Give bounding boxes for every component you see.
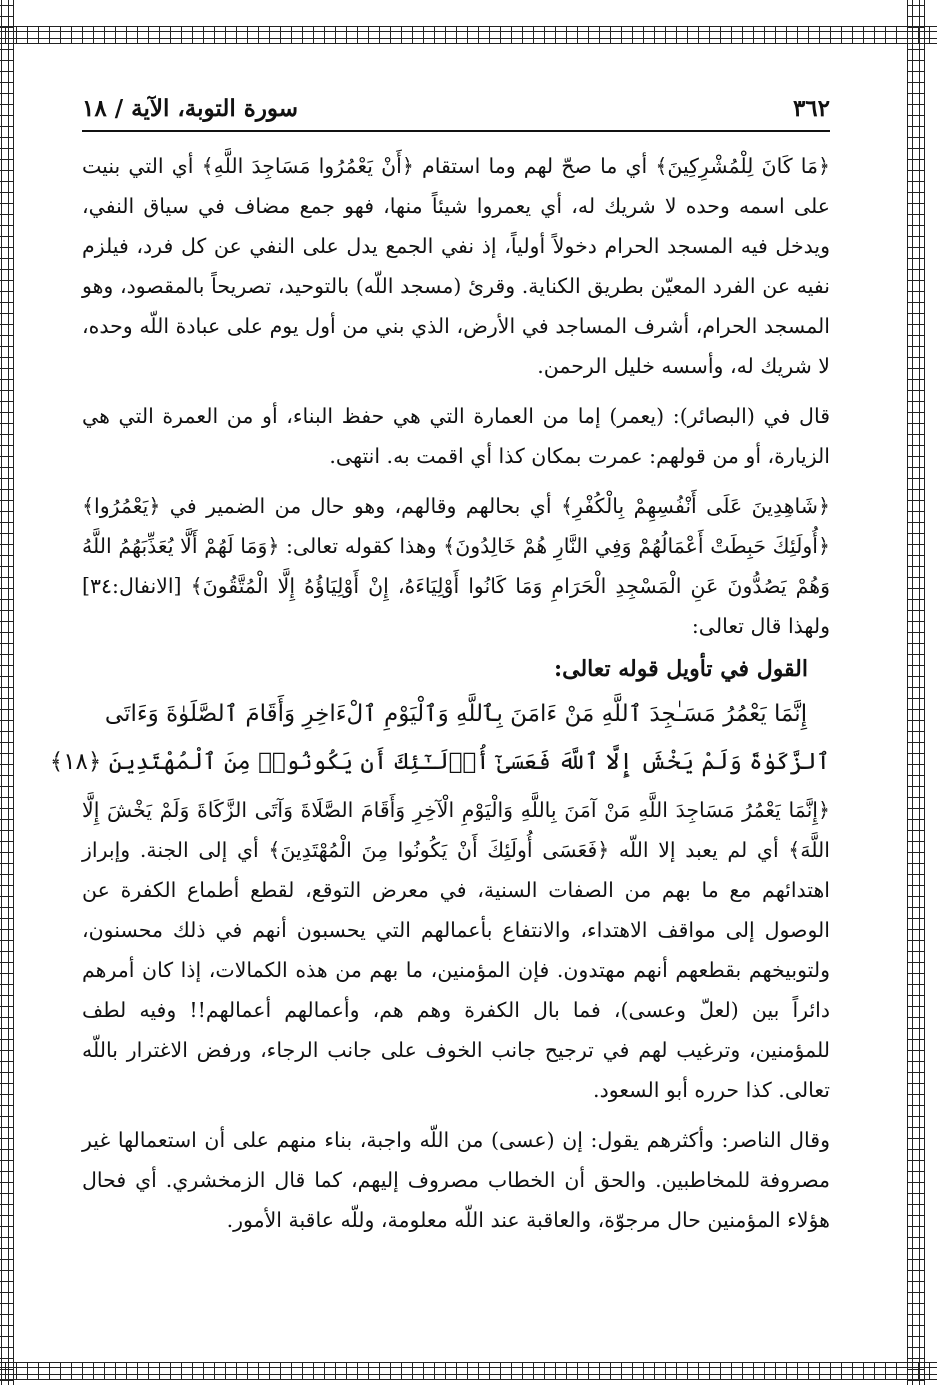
page-header: [82, 86, 830, 122]
verse-line-2: ٱلزَّكَوٰةَ وَلَمْ يَخْشَ إِلَّا ٱللَّهَ فَعَسَىٰٓ أُو۟لَـٰٓئِكَ أَن يَكُونُوا۟ مِنَ ٱلْمُهْتَدِينَ ﴿١٨﴾: [49, 749, 830, 775]
verse-line-1: إِنَّمَا يَعْمُرُ مَسَـٰجِدَ ٱللَّهِ مَنْ ءَامَنَ بِٱللَّهِ وَٱلْيَوْمِ ٱلْءَاخِرِ وَأَقَامَ ٱلصَّلَوٰةَ وَءَاتَى: [104, 701, 808, 727]
page-border-left: [0, 0, 14, 1385]
header-divider: [82, 130, 830, 132]
section-heading: القول في تأويل قوله تعالى:: [554, 656, 808, 682]
paragraph-1: ﴿مَا كَانَ لِلْمُشْرِكِينَ﴾ أي ما صحّ لهم وما استقام ﴿أَنْ يَعْمُرُوا مَسَاجِدَ اللَّهِ﴾ أي التي بنيت على اسمه وحده لا شريك له، أي يعمروا شيئاً منها، فهو جمع مضاف في سياق النفي، ويدخل فيه المسجد الحرام دخولاً أولياً، إذ نفي الجمع يدل على النفي عن كل فرد، فيلزم نفيه عن الفرد المعيّن بطريق الكناية. وقرئ (مسجد اللّه) بالتوحيد، تصريحاً بالمقصود، وهو المسجد الحرام، أشرف المساجد في الأرض، الذي بني من أول يوم على عبادة اللّه وحده، لا شريك له، وأسسه خليل الرحمن.: [82, 154, 830, 378]
paragraph-4: ﴿إِنَّمَا يَعْمُرُ مَسَاجِدَ اللَّهِ مَنْ آمَنَ بِاللَّهِ وَالْيَوْمِ الْآخِرِ وَأَقَامَ الصَّلَاةَ وَآتَى الزَّكَاةَ وَلَمْ يَخْشَ إِلَّا اللَّهَ﴾ أي لم يعبد إلا اللّه ﴿فَعَسَى أُولَئِكَ أَنْ يَكُونُوا مِنَ الْمُهْتَدِينَ﴾ أي إلى الجنة. وإبراز اهتدائهم مع ما بهم من الصفات السنية، في معرض التوقع، لقطع أطماع الكفرة عن الوصول إلى مواقف الاهتداء، والانتفاع بأعمالهم التي يحسبون أنهم في ذلك محسنون، ولتوبيخهم بقطعهم أنهم مهتدون. فإن المؤمنين، ما بهم من هذه الكمالات، إذا كان أمرهم دائراً بين (لعلّ وعسى)، فما بال الكفرة وهم هم، وأعمالهم أعمالهم!! وفيه لطف للمؤمنين، وترغيب لهم في ترجيح جانب الخوف على جانب الرجاء، ورفض الاغترار باللّه تعالى. كذا حرره أبو السعود.: [82, 798, 830, 1102]
page-body: [49, 146, 830, 1240]
quran-verse: [49, 690, 830, 786]
page-number: ٣٦٢: [792, 95, 830, 122]
paragraph-3: ﴿شَاهِدِينَ عَلَى أَنْفُسِهِمْ بِالْكُفْرِ﴾ أي بحالهم وقالهم، وهو حال من الضمير في ﴿يَعْمُرُوا﴾ ﴿أُولَئِكَ حَبِطَتْ أَعْمَالُهُمْ وَفِي النَّارِ هُمْ خَالِدُونَ﴾ وهذا كقوله تعالى: ﴿وَمَا لَهُمْ أَلَّا يُعَذِّبَهُمُ اللَّهُ وَهُمْ يَصُدُّونَ عَنِ الْمَسْجِدِ الْحَرَامِ وَمَا كَانُوا أَوْلِيَاءَهُ، إِنْ أَوْلِيَاؤُهُ إِلَّا الْمُتَّقُونَ﴾ [الانفال:٣٤] ولهذا قال تعالى:: [82, 494, 830, 638]
page-border-bottom: [0, 1362, 937, 1380]
paragraph-5: وقال الناصر: وأكثرهم يقول: إن (عسى) من اللّه واجبة، بناء منهم على أن استعمالها غير مصروفة للمخاطبين. والحق أن الخطاب مصروف إليهم، كما قال الزمخشري. أي فحال هؤلاء المؤمنين حال مرجوّة، والعاقبة عند اللّه معلومة، وللّه عاقبة الأمور.: [82, 1128, 830, 1232]
surah-title: سورة التوبة، الآية / ١٨: [82, 95, 299, 122]
page-border-top: [0, 26, 937, 44]
page-border-right: [907, 0, 925, 1385]
paragraph-2: قال في (البصائر): (يعمر) إما من العمارة التي هي حفظ البناء، أو من العمرة التي هي الزيارة، أو من قولهم: عمرت بمكان كذا أي اقمت به. انتهى.: [82, 404, 830, 468]
